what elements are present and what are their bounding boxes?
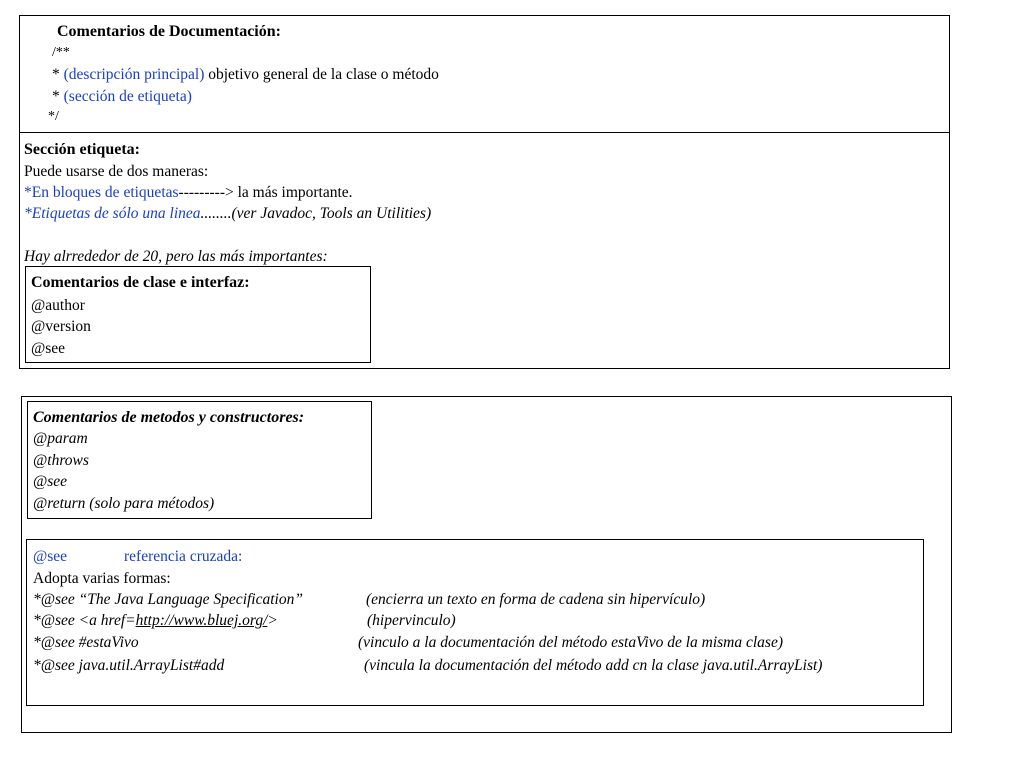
main-description-line: [52, 65, 439, 85]
main-description-text: objetivo general de la clase o método: [204, 66, 439, 83]
inline-tags-label: Etiquetas de sólo una linea: [31, 205, 201, 222]
see-example-string-desc: (encierra un texto en forma de cadena sin hipervículo): [366, 591, 706, 608]
method-tag-return: @return (solo para métodos): [33, 495, 215, 512]
tags-count-note: Hay alrrededor de 20, pero las más importantes:: [24, 248, 328, 265]
see-tag-label: @see: [33, 548, 68, 565]
see-link-prefix: *@see <a href=: [33, 612, 136, 629]
tag-section-intro: Puede usarse de dos maneras:: [24, 163, 209, 180]
tag-section-line: [52, 87, 192, 107]
see-example-link-desc: (hipervinculo): [367, 612, 456, 629]
class-tag-author: @author: [31, 297, 85, 314]
main-description-label: (descripción principal): [63, 66, 205, 83]
comment-open: /**: [52, 45, 70, 60]
bullet-star: *: [52, 88, 64, 105]
see-example-class-desc: (vincula la documentación del método add cn la clase java.util.ArrayList): [364, 657, 823, 674]
see-link-suffix: >: [267, 612, 278, 629]
bluej-link[interactable]: http://www.bluej.org/: [135, 612, 268, 629]
doc-comments-title: Comentarios de Documentación:: [57, 23, 281, 40]
see-forms-intro: Adopta varias formas:: [33, 570, 171, 587]
method-tag-param: @param: [33, 430, 88, 447]
see-example-link-code: [33, 611, 278, 631]
inline-tags-note: ........(ver Javadoc, Tools an Utilities): [200, 205, 432, 222]
block-tags-note: ---------> la más importante.: [178, 184, 353, 201]
see-tag-description: referencia cruzada:: [124, 548, 243, 565]
methods-comments-title: Comentarios de metodos y constructores:: [33, 409, 305, 426]
method-tag-throws: @throws: [33, 452, 89, 469]
bullet-star: *: [52, 66, 64, 83]
see-example-class-code: *@see java.util.ArrayList#add: [33, 657, 225, 674]
see-example-string-code: *@see “The Java Language Specification”: [33, 591, 303, 608]
method-tag-see: @see: [33, 473, 68, 490]
option-star: *: [24, 184, 32, 201]
class-tag-see: @see: [31, 340, 66, 357]
tag-option-block: [24, 183, 353, 203]
see-example-method-code: *@see #estaVivo: [33, 634, 139, 651]
class-comments-title: Comentarios de clase e interfaz:: [31, 274, 250, 291]
tag-section-title: Sección etiqueta:: [24, 141, 140, 158]
block-tags-label: En bloques de etiquetas: [31, 184, 179, 201]
tag-option-inline: [24, 204, 431, 224]
option-star: *: [24, 205, 32, 222]
tag-section-label: (sección de etiqueta): [63, 88, 192, 105]
see-example-method-desc: (vinculo a la documentación del método estaVivo de la misma clase): [358, 634, 783, 651]
class-tag-version: @version: [31, 318, 91, 335]
comment-close: */: [48, 109, 59, 124]
